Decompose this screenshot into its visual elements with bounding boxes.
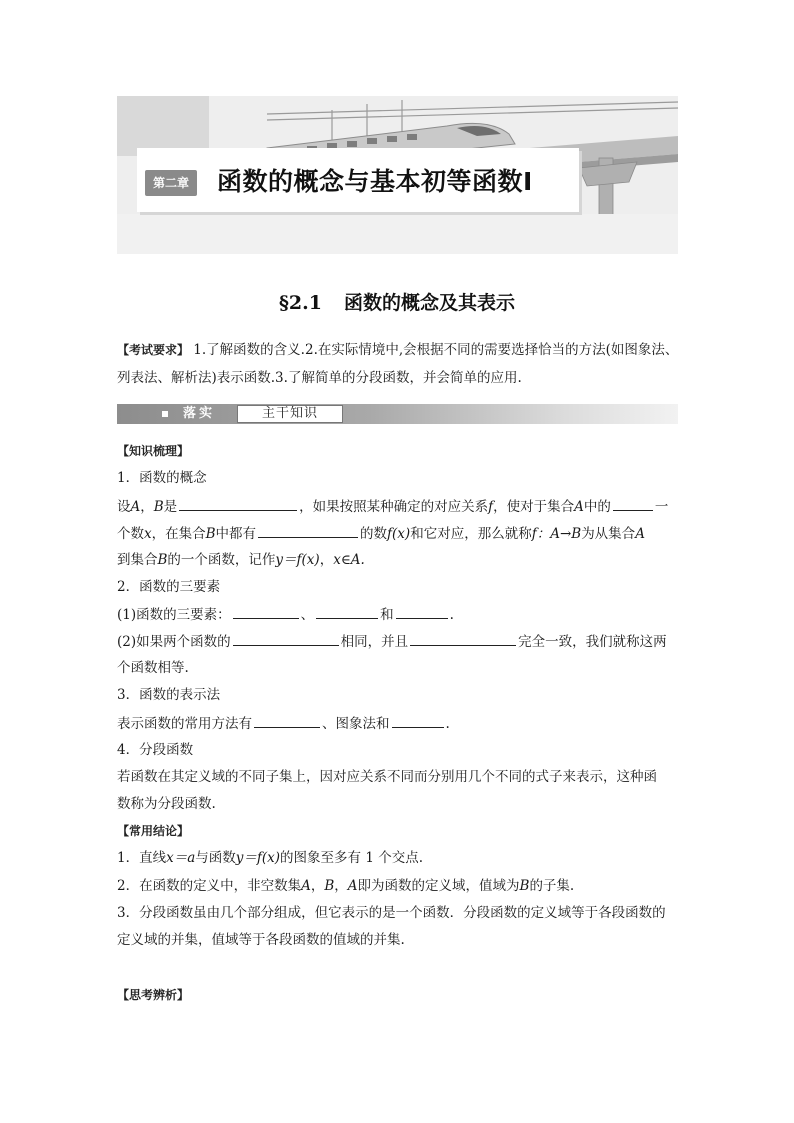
knowledge-para-3-line-1	[117, 628, 679, 656]
fill-blank[interactable]	[410, 628, 516, 646]
fill-blank[interactable]	[396, 601, 448, 619]
chapter-title-box	[137, 148, 579, 212]
math-var: A	[574, 499, 584, 515]
section-bar	[117, 404, 678, 424]
math-expr: f：A→B	[531, 526, 582, 542]
section-title: 函数的概念及其表示	[343, 292, 515, 314]
think-tag	[117, 982, 679, 1009]
knowledge-para-5-line-2: 数称为分段函数.	[117, 796, 216, 812]
text-run: .	[449, 607, 454, 623]
exam-requirements-line-2: 列表法、解析法)表示函数.3.了解简单的分段函数，并会简单的应用.	[117, 370, 522, 386]
text-run: ，如果按照某种确定的对应关系	[299, 499, 489, 515]
text-run: ，	[334, 878, 348, 894]
section-bar-box: 主干知识	[237, 405, 343, 423]
fill-blank[interactable]	[179, 493, 297, 511]
text-run: .	[445, 716, 450, 732]
knowledge-para-1-line-2	[117, 520, 679, 548]
conclusion-item-3-line-1: 3．分段函数虽由几个部分组成，但它表示的是一个函数．分段函数的定义域等于各段函数的	[117, 905, 666, 921]
text-run: ，在集合	[151, 526, 206, 542]
text-run: 中都有	[215, 526, 257, 542]
math-var: B	[153, 499, 164, 515]
knowledge-para-3-line-2: 个函数相等.	[117, 660, 189, 676]
text-run: 表示函数的常用方法有	[117, 716, 252, 732]
fill-blank[interactable]	[233, 628, 339, 646]
text-run: ，	[310, 878, 325, 894]
exam-requirements-text-1: 1.了解函数的含义.2.在实际情境中,会根据不同的需要选择恰当的方法(如图象法、	[189, 342, 679, 358]
math-var: A	[347, 878, 358, 894]
text-run: 为从集合	[581, 526, 636, 542]
exam-requirements-line-1	[117, 337, 679, 364]
text-run: ，	[319, 552, 334, 568]
conclusion-item-1	[117, 845, 679, 872]
knowledge-para-5-line-1: 若函数在其定义域的不同子集上，因对应关系不同而分别用几个不同的式子来表示，这种函	[117, 769, 657, 785]
knowledge-heading-3: 3．函数的表示法	[117, 687, 221, 703]
conclusion-item-3-line-2: 定义域的并集，值域等于各段函数的值域的并集.	[117, 932, 405, 948]
text-run: 1．直线	[117, 850, 167, 866]
text-run: 设	[117, 499, 131, 515]
text-run: 到集合	[117, 552, 158, 568]
fill-blank[interactable]	[392, 710, 444, 728]
math-var: A	[635, 526, 645, 542]
text-run: 的子集.	[529, 878, 575, 894]
text-run: 2．在函数的定义中，非空数集	[117, 878, 302, 894]
chapter-banner	[117, 96, 678, 254]
text-run: 一	[654, 499, 669, 515]
fill-blank[interactable]	[613, 493, 653, 511]
fill-blank[interactable]	[258, 520, 358, 538]
section-bar-label: 落实	[183, 406, 216, 421]
conclusion-tag-text: 【常用结论】	[117, 824, 190, 838]
conclusion-item-2	[117, 873, 679, 900]
knowledge-tag-text: 【知识梳理】	[117, 444, 190, 458]
text-run: 和它对应，那么就称	[410, 526, 532, 542]
math-var: B	[157, 552, 168, 568]
text-run: 、	[300, 607, 315, 623]
knowledge-tag	[117, 438, 679, 465]
text-run: ，使对于集合	[493, 499, 575, 515]
bullet-square-icon	[162, 411, 168, 417]
exam-requirements-tag: 【考试要求】	[117, 343, 190, 357]
math-var: B	[205, 526, 216, 542]
knowledge-para-4	[117, 710, 679, 738]
text-run: 完全一致，我们就称这两	[518, 634, 667, 650]
fill-blank[interactable]	[233, 601, 299, 619]
knowledge-para-1-line-3	[117, 547, 679, 574]
text-run: (1)函数的三要素：	[117, 607, 231, 623]
math-var: f	[488, 499, 494, 515]
math-expr: y＝f(x)	[235, 850, 281, 866]
knowledge-heading-1: 1．函数的概念	[117, 470, 207, 486]
knowledge-para-1-line-1	[117, 493, 679, 521]
text-run: 的图象至多有 1 个交点.	[280, 850, 424, 866]
text-run: 即为函数的定义域，值域为	[357, 878, 520, 894]
think-tag-text: 【思考辨析】	[117, 988, 190, 1002]
math-expr: x＝a	[166, 850, 196, 866]
text-run: ，	[140, 499, 154, 515]
section-number: §2.1	[278, 292, 322, 314]
conclusion-tag	[117, 818, 679, 845]
text-run: 和	[380, 607, 394, 623]
text-run: 、图象法和	[322, 716, 390, 732]
knowledge-heading-2: 2．函数的三要素	[117, 579, 221, 595]
text-run: 的数	[360, 526, 388, 542]
text-run: 的一个函数，记作	[167, 552, 276, 568]
math-var: B	[519, 878, 530, 894]
text-run: 与函数	[195, 850, 236, 866]
text-run: 个数	[117, 526, 144, 542]
math-var: x	[144, 526, 152, 542]
chapter-badge: 第二章	[145, 170, 197, 196]
math-expr: f(x)	[387, 526, 411, 542]
text-run: 是	[163, 499, 178, 515]
text-run: 中的	[583, 499, 611, 515]
section-heading	[0, 288, 794, 315]
math-var: A	[130, 499, 141, 515]
math-var: A	[301, 878, 311, 894]
math-var: B	[324, 878, 335, 894]
math-expr: x∈A.	[333, 552, 365, 568]
fill-blank[interactable]	[316, 601, 378, 619]
text-run: 相同，并且	[340, 634, 409, 650]
knowledge-para-2	[117, 601, 679, 629]
chapter-title: 函数的概念与基本初等函数Ⅰ	[217, 167, 533, 196]
math-expr: y＝f(x)	[275, 552, 320, 568]
text-run: (2)如果两个函数的	[117, 634, 231, 650]
fill-blank[interactable]	[254, 710, 320, 728]
knowledge-heading-4: 4．分段函数	[117, 742, 194, 758]
